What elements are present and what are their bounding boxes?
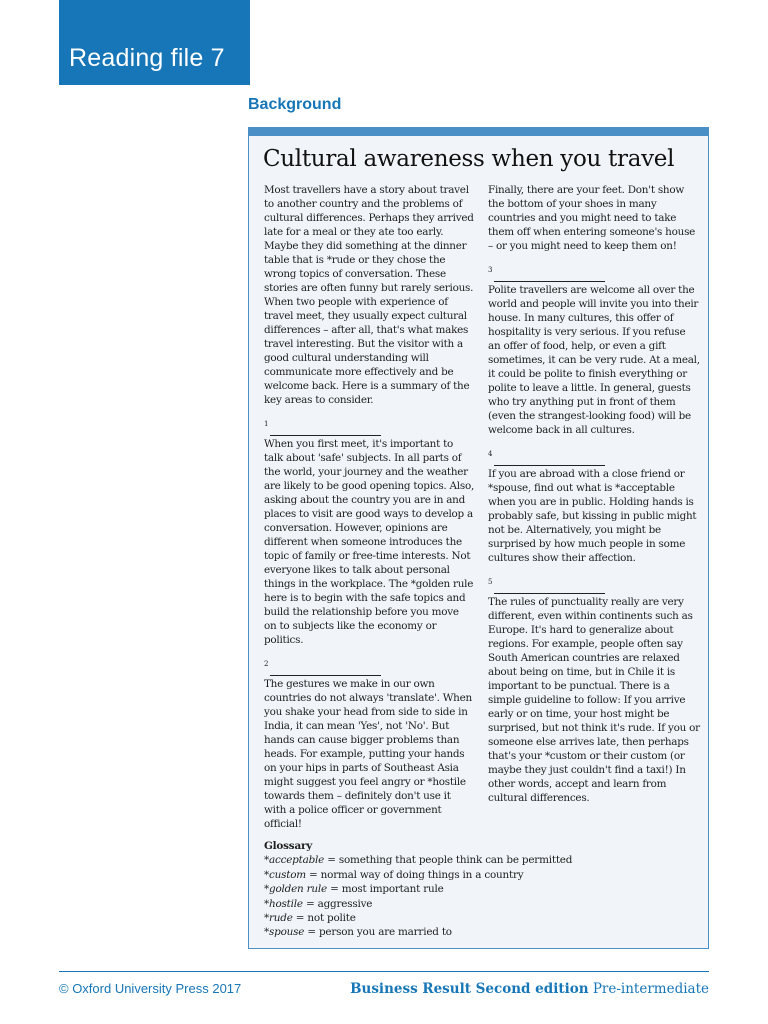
book-title-level: Pre-intermediate bbox=[592, 981, 709, 997]
glossary-item: *golden rule = most important rule bbox=[264, 883, 444, 896]
article-panel bbox=[248, 127, 709, 949]
glossary-item: *spouse = person you are married to bbox=[264, 926, 452, 939]
glossary-definition: normal way of doing things in a country bbox=[320, 868, 524, 881]
footer-rule bbox=[59, 971, 709, 972]
answer-blank-1[interactable] bbox=[270, 435, 381, 436]
section-3-paragraph: Polite travellers are welcome all over the world and people will invite you into their house. In many cultures, this offer of hospitality is very serious. If you refuse an offer of food, help, or even a gift sometimes, it can be very rude. At a meal, it could be polite to finish everything or polite to leave a little. In general, guests who try anything put in front of them (even the strangest-looking food) will be welcome back in all cultures. bbox=[488, 284, 700, 436]
glossary-definition: not polite bbox=[307, 912, 356, 925]
panel-top-bar bbox=[249, 128, 708, 136]
glossary bbox=[264, 839, 694, 940]
copyright-notice: © Oxford University Press 2017 bbox=[59, 981, 242, 996]
glossary-item: *custom = normal way of doing things in a country bbox=[264, 868, 524, 881]
section-1-paragraph: When you first meet, it's important to talk about 'safe' subjects. In all parts of the world, your journey and the weather are likely to be good opening topics. Also, asking about the country you are in and places to visit are good ways to develop a conversation. However, opinions are different when someone introduces the topic of family or free-time interests. Not everyone likes to talk about personal things in the workplace. The *golden rule here is to begin with the safe topics and build the relationship before you move on to subjects like the economy or politics. bbox=[264, 438, 475, 646]
article-column-left bbox=[264, 183, 474, 831]
answer-blank-2[interactable] bbox=[270, 675, 381, 676]
gap-heading-1 bbox=[264, 420, 474, 437]
glossary-definition: most important rule bbox=[341, 883, 444, 896]
article-column-right bbox=[488, 183, 700, 805]
gap-heading-2 bbox=[264, 660, 474, 677]
gap-number: 4 bbox=[488, 450, 493, 458]
section-5-paragraph: The rules of punctuality really are very different, even within continents such as Europe. It's hard to generalize about regions. For example, people often say South American countries are relaxed about being on time, but in Chile it is important to be punctual. There is a simple guideline to follow: If you arrive early or on time, your host might be surprised, but not think it's rude. If you or someone else arrives late, then perhaps that's your *custom or their custom (or maybe they just couldn't find a taxi!) In other words, accept and learn from cultural differences. bbox=[488, 596, 700, 804]
section-2-continued-paragraph: Finally, there are your feet. Don't show the bottom of your shoes in many countries and you might need to take them off when entering someone's house – or you might need to keep them on! bbox=[488, 184, 696, 252]
gap-number: 3 bbox=[488, 266, 493, 274]
book-title-name: Business Result Second edition bbox=[350, 981, 589, 997]
answer-blank-5[interactable] bbox=[494, 593, 605, 594]
glossary-definition: something that people think can be permitted bbox=[338, 854, 573, 867]
answer-blank-3[interactable] bbox=[494, 281, 605, 282]
gap-heading-4 bbox=[488, 450, 700, 467]
glossary-definition: aggressive bbox=[317, 897, 373, 910]
glossary-item: *hostile = aggressive bbox=[264, 897, 373, 910]
reading-file-title: Reading file 7 bbox=[69, 44, 225, 72]
gap-number: 2 bbox=[264, 660, 269, 668]
intro-paragraph: Most travellers have a story about travel to another country and the problems of cultural differences. Perhaps they arrived late for a meal or they ate too early. Maybe they did something at the dinner table that is *rude or they chose the wrong topics of conversation. These stories are often funny but rarely serious. When two people with experience of travel meet, they usually expect cultural differences – after all, that's what makes travel interesting. But the visitor with a good cultural understanding will communicate more effectively and be welcome back. Here is a summary of the key areas to consider. bbox=[264, 184, 474, 406]
section-2-paragraph: The gestures we make in our own countries do not always 'translate'. When you shake your head from side to side in India, it can mean 'Yes', not 'No'. But hands can cause bigger problems than heads. For example, putting your hands on your hips in parts of Southeast Asia might suggest you feel angry or *hostile towards them – definitely don't use it with a police officer or government official! bbox=[264, 678, 472, 830]
glossary-heading: Glossary bbox=[264, 840, 313, 852]
glossary-term: spouse bbox=[269, 926, 305, 939]
glossary-term: hostile bbox=[269, 897, 303, 910]
glossary-item: *rude = not polite bbox=[264, 912, 356, 925]
glossary-item: *acceptable = something that people think can be permitted bbox=[264, 854, 573, 867]
book-title bbox=[350, 981, 709, 997]
glossary-definition: person you are married to bbox=[318, 926, 452, 939]
reading-file-tab bbox=[59, 0, 250, 85]
gap-heading-5 bbox=[488, 578, 700, 595]
article-title: Cultural awareness when you travel bbox=[263, 146, 675, 172]
gap-number: 1 bbox=[264, 420, 269, 428]
section-label: Background bbox=[248, 96, 342, 113]
gap-heading-3 bbox=[488, 266, 700, 283]
answer-blank-4[interactable] bbox=[494, 465, 605, 466]
glossary-term: golden rule bbox=[269, 883, 327, 896]
gap-number: 5 bbox=[488, 578, 493, 586]
glossary-term: rude bbox=[269, 912, 293, 925]
glossary-term: acceptable bbox=[269, 854, 325, 867]
glossary-term: custom bbox=[269, 868, 306, 881]
section-4-paragraph: If you are abroad with a close friend or *spouse, find out what is *acceptable when you are in public. Holding hands is probably safe, but kissing in public might not be. Alternatively, you might be surprised by how much people in some cultures show their affection. bbox=[488, 468, 697, 564]
